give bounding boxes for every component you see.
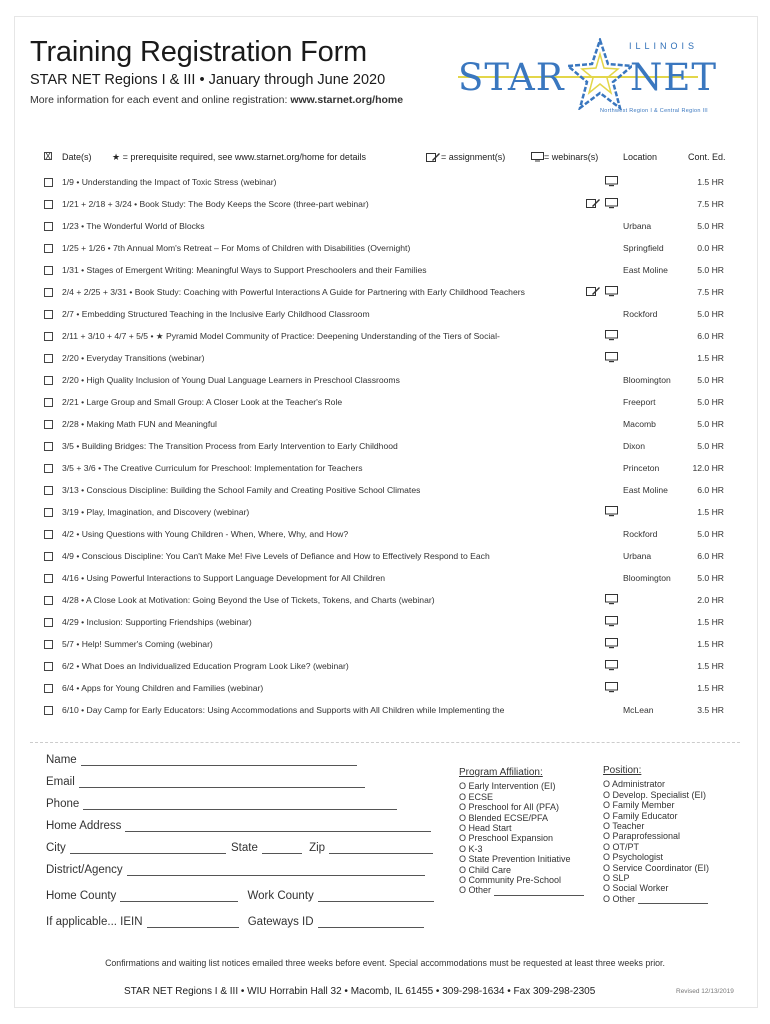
event-hours: 7.5 HR bbox=[697, 199, 724, 209]
header-assignment-label: = assignment(s) bbox=[441, 152, 506, 162]
event-hours: 0.0 HR bbox=[697, 243, 724, 253]
position-option[interactable]: O Develop. Specialist (EI) bbox=[603, 789, 707, 800]
event-description: 4/16 • Using Powerful Interactions to Support Language Development for All Children bbox=[62, 573, 386, 583]
header-prereq-note: ★ = prerequisite required, see www.starnet.org/home for details bbox=[112, 152, 366, 162]
event-description: 1/25 + 1/26 • 7th Annual Mom's Retreat – For Moms of Children with Disabilities (Overnight) bbox=[62, 243, 411, 253]
home-county-label: Home County bbox=[46, 890, 117, 902]
confirmation-note: Confirmations and waiting list notices emailed three weeks before event. Special accommodations must be requested at least three weeks prior. bbox=[105, 958, 665, 968]
event-row bbox=[0, 525, 770, 547]
event-hours: 6.0 HR bbox=[697, 331, 724, 341]
event-description: 1/23 • The Wonderful World of Blocks bbox=[62, 221, 205, 231]
event-description: 4/28 • A Close Look at Motivation: Going Beyond the Use of Tickets, Tokens, and Charts (webinar) bbox=[62, 595, 435, 605]
event-hours: 5.0 HR bbox=[697, 397, 724, 407]
name-label: Name bbox=[46, 754, 77, 766]
event-row bbox=[0, 261, 770, 283]
email-input-line[interactable] bbox=[79, 776, 365, 788]
work-county-label: Work County bbox=[247, 890, 314, 902]
event-hours: 5.0 HR bbox=[697, 221, 724, 231]
program-affiliation-group bbox=[459, 768, 584, 896]
phone-field[interactable] bbox=[46, 798, 397, 810]
header-checkbox: X bbox=[45, 152, 51, 161]
event-checkbox[interactable] bbox=[44, 552, 53, 561]
event-hours: 5.0 HR bbox=[697, 573, 724, 583]
zip-input-line[interactable] bbox=[329, 842, 433, 854]
program-affiliation-other-label[interactable]: O Other bbox=[459, 885, 492, 896]
program-affiliation-other[interactable] bbox=[459, 885, 584, 895]
event-location: Bloomington bbox=[623, 573, 671, 583]
program-affiliation-option[interactable]: O Early Intervention (EI) bbox=[459, 781, 556, 792]
event-row bbox=[0, 569, 770, 591]
event-location: Dixon bbox=[623, 441, 645, 451]
event-description: 3/5 + 3/6 • The Creative Curriculum for Preschool: Implementation for Teachers bbox=[62, 463, 363, 473]
event-checkbox[interactable] bbox=[44, 222, 53, 231]
event-row bbox=[0, 635, 770, 657]
event-description: 4/2 • Using Questions with Young Children - When, Where, Why, and How? bbox=[62, 529, 349, 539]
event-description: 5/7 • Help! Summer's Coming (webinar) bbox=[62, 639, 213, 649]
event-description: 3/5 • Building Bridges: The Transition Process from Early Intervention to Early Childhood bbox=[62, 441, 398, 451]
header-location: Location bbox=[623, 152, 658, 162]
event-row bbox=[0, 657, 770, 679]
events-table-header bbox=[0, 152, 770, 166]
event-location: Urbana bbox=[623, 221, 652, 231]
webinar-icon bbox=[605, 660, 618, 673]
ids-field[interactable] bbox=[46, 916, 424, 928]
webinar-icon bbox=[605, 286, 618, 299]
event-hours: 5.0 HR bbox=[697, 529, 724, 539]
position-other-label[interactable]: O Other bbox=[603, 893, 636, 904]
event-description: 2/20 • High Quality Inclusion of Young Dual Language Learners in Preschool Classrooms bbox=[62, 375, 400, 385]
position-option[interactable]: O Psychologist bbox=[603, 852, 664, 863]
event-location: Bloomington bbox=[623, 375, 671, 385]
name-input-line[interactable] bbox=[81, 754, 357, 766]
district-label: District/Agency bbox=[46, 864, 123, 876]
program-affiliation-heading: Program Affiliation: bbox=[459, 767, 543, 778]
event-row bbox=[0, 393, 770, 415]
event-hours: 1.5 HR bbox=[697, 353, 724, 363]
program-affiliation-option[interactable]: O K-3 bbox=[459, 843, 483, 854]
event-hours: 1.5 HR bbox=[697, 639, 724, 649]
event-description: 1/9 • Understanding the Impact of Toxic Stress (webinar) bbox=[62, 177, 277, 187]
district-field[interactable] bbox=[46, 864, 425, 876]
event-checkbox[interactable] bbox=[44, 266, 53, 275]
event-row bbox=[0, 591, 770, 613]
event-checkbox[interactable] bbox=[44, 508, 53, 517]
phone-label: Phone bbox=[46, 798, 80, 810]
iein-label: If applicable... IEIN bbox=[46, 916, 143, 928]
program-affiliation-option[interactable]: O State Prevention Initiative bbox=[459, 854, 571, 865]
event-description: 2/20 • Everyday Transitions (webinar) bbox=[62, 353, 205, 363]
position-option[interactable]: O Family Educator bbox=[603, 810, 678, 821]
city-label: City bbox=[46, 842, 66, 854]
event-row bbox=[0, 239, 770, 261]
position-option[interactable]: O Social Worker bbox=[603, 883, 669, 894]
program-affiliation-option[interactable]: O Blended ECSE/PFA bbox=[459, 812, 549, 823]
district-input-line[interactable] bbox=[127, 864, 425, 876]
event-description: 2/11 + 3/10 + 4/7 + 5/5 • ★ Pyramid Model Community of Practice: Deepening Understanding of the Tiers of Social- bbox=[62, 331, 500, 341]
event-row bbox=[0, 283, 770, 305]
state-input-line[interactable] bbox=[262, 842, 302, 854]
event-checkbox[interactable] bbox=[44, 442, 53, 451]
position-option[interactable]: O Service Coordinator (EI) bbox=[603, 862, 710, 873]
event-row bbox=[0, 547, 770, 569]
event-description: 4/29 • Inclusion: Supporting Friendships (webinar) bbox=[62, 617, 252, 627]
home-address-field[interactable] bbox=[46, 820, 431, 832]
event-row bbox=[0, 305, 770, 327]
home-county-input-line[interactable] bbox=[120, 890, 238, 902]
event-row bbox=[0, 679, 770, 701]
event-row bbox=[0, 327, 770, 349]
event-checkbox[interactable] bbox=[44, 618, 53, 627]
logo-star-text: STAR bbox=[458, 56, 565, 99]
event-hours: 1.5 HR bbox=[697, 617, 724, 627]
event-row bbox=[0, 195, 770, 217]
city-input-line[interactable] bbox=[70, 842, 226, 854]
work-county-input-line[interactable] bbox=[318, 890, 434, 902]
star-icon bbox=[568, 38, 632, 110]
revised-date: Revised 12/13/2019 bbox=[676, 988, 734, 995]
event-description: 2/28 • Making Math FUN and Meaningful bbox=[62, 419, 217, 429]
event-row bbox=[0, 349, 770, 371]
state-label: State bbox=[231, 842, 258, 854]
event-hours: 1.5 HR bbox=[697, 683, 724, 693]
event-location: Rockford bbox=[623, 309, 658, 319]
event-location: Urbana bbox=[623, 551, 652, 561]
page-title: Training Registration Form bbox=[30, 36, 368, 68]
assignment-icon bbox=[426, 152, 441, 162]
event-description: 3/19 • Play, Imagination, and Discovery (webinar) bbox=[62, 507, 250, 517]
event-checkbox[interactable] bbox=[44, 288, 53, 297]
event-hours: 6.0 HR bbox=[697, 551, 724, 561]
event-hours: 3.5 HR bbox=[697, 705, 724, 715]
footer-contact: STAR NET Regions I & III • WIU Horrabin Hall 32 • Macomb, IL 61455 • 309-298-1634 • Fax 309-298-2305 bbox=[124, 986, 596, 997]
event-hours: 2.0 HR bbox=[697, 595, 724, 605]
event-row bbox=[0, 415, 770, 437]
page-subtitle: STAR NET Regions I & III • January through June 2020 bbox=[30, 72, 386, 88]
section-divider bbox=[30, 742, 740, 743]
webinar-icon bbox=[605, 594, 618, 607]
position-option[interactable]: O Family Member bbox=[603, 800, 675, 811]
more-info-prefix: More information for each event and online registration: bbox=[30, 94, 291, 106]
event-location: East Moline bbox=[623, 265, 668, 275]
event-hours: 1.5 HR bbox=[697, 661, 724, 671]
header-dates: Date(s) bbox=[62, 152, 92, 162]
webinar-icon bbox=[605, 638, 618, 651]
event-location: East Moline bbox=[623, 485, 668, 495]
program-affiliation-option[interactable]: O Head Start bbox=[459, 823, 512, 834]
event-description: 6/4 • Apps for Young Children and Families (webinar) bbox=[62, 683, 264, 693]
header-webinar bbox=[531, 152, 599, 163]
event-hours: 5.0 HR bbox=[697, 309, 724, 319]
event-checkbox[interactable] bbox=[44, 420, 53, 429]
event-description: 2/21 • Large Group and Small Group: A Closer Look at the Teacher's Role bbox=[62, 397, 343, 407]
position-option[interactable]: O OT/PT bbox=[603, 841, 639, 852]
event-hours: 5.0 HR bbox=[697, 265, 724, 275]
event-location: Freeport bbox=[623, 397, 656, 407]
event-row bbox=[0, 217, 770, 239]
webinar-icon bbox=[605, 352, 618, 365]
gateways-input-line[interactable] bbox=[318, 916, 424, 928]
header-webinar-label: = webinars(s) bbox=[544, 152, 599, 162]
position-heading: Position: bbox=[603, 765, 642, 776]
event-row bbox=[0, 371, 770, 393]
header-cont-ed: Cont. Ed. bbox=[688, 152, 726, 162]
webinar-icon bbox=[605, 176, 618, 189]
iein-input-line[interactable] bbox=[147, 916, 239, 928]
event-description: 1/31 • Stages of Emergent Writing: Meaningful Ways to Support Preschoolers and their Families bbox=[62, 265, 427, 275]
event-location: Rockford bbox=[623, 529, 658, 539]
event-location: Princeton bbox=[623, 463, 660, 473]
zip-label: Zip bbox=[309, 842, 326, 854]
program-affiliation-option[interactable]: O Preschool for All (PFA) bbox=[459, 802, 560, 813]
webinar-icon bbox=[605, 198, 618, 211]
program-affiliation-other-line[interactable] bbox=[494, 887, 584, 896]
webinar-icon bbox=[531, 152, 544, 162]
event-location: McLean bbox=[623, 705, 654, 715]
more-info-line bbox=[30, 94, 403, 106]
logo-net-text: NET bbox=[630, 56, 718, 99]
event-description: 2/7 • Embedding Structured Teaching in the Inclusive Early Childhood Classroom bbox=[62, 309, 370, 319]
event-description: 3/13 • Conscious Discipline: Building the School Family and Creating Positive School Climates bbox=[62, 485, 421, 495]
event-checkbox[interactable] bbox=[44, 398, 53, 407]
event-description: 1/21 + 2/18 + 3/24 • Book Study: The Body Keeps the Score (three-part webinar) bbox=[62, 199, 369, 209]
position-option[interactable]: O Paraprofessional bbox=[603, 831, 681, 842]
home-address-input-line[interactable] bbox=[125, 820, 431, 832]
position-other-line[interactable] bbox=[638, 895, 708, 904]
event-row bbox=[0, 437, 770, 459]
home-address-label: Home Address bbox=[46, 820, 122, 832]
event-row bbox=[0, 701, 770, 723]
event-hours: 12.0 HR bbox=[692, 463, 724, 473]
position-option[interactable]: O Teacher bbox=[603, 821, 645, 832]
event-hours: 6.0 HR bbox=[697, 485, 724, 495]
event-checkbox[interactable] bbox=[44, 244, 53, 253]
email-field[interactable] bbox=[46, 776, 365, 788]
event-row bbox=[0, 613, 770, 635]
event-checkbox[interactable] bbox=[44, 310, 53, 319]
event-row bbox=[0, 459, 770, 481]
event-hours: 5.0 HR bbox=[697, 419, 724, 429]
program-affiliation-option[interactable]: O Child Care bbox=[459, 864, 512, 875]
phone-input-line[interactable] bbox=[83, 798, 397, 810]
city-state-zip-field[interactable] bbox=[46, 842, 433, 854]
event-checkbox[interactable] bbox=[44, 530, 53, 539]
event-hours: 1.5 HR bbox=[697, 177, 724, 187]
program-affiliation-option[interactable]: O ECSE bbox=[459, 791, 494, 802]
event-description: 4/9 • Conscious Discipline: You Can't Make Me! Five Levels of Defiance and How to Effectively Respond to Each bbox=[62, 551, 490, 561]
event-checkbox[interactable] bbox=[44, 684, 53, 693]
event-hours: 7.5 HR bbox=[697, 287, 724, 297]
position-option[interactable]: O Administrator bbox=[603, 779, 666, 790]
county-field[interactable] bbox=[46, 890, 434, 902]
starnet-logo bbox=[448, 24, 728, 120]
event-checkbox[interactable] bbox=[44, 332, 53, 341]
webinar-icon bbox=[605, 616, 618, 629]
event-row bbox=[0, 173, 770, 195]
event-checkbox[interactable] bbox=[44, 486, 53, 495]
event-description: 6/2 • What Does an Individualized Education Program Look Like? (webinar) bbox=[62, 661, 349, 671]
event-row bbox=[0, 481, 770, 503]
event-location: Macomb bbox=[623, 419, 656, 429]
webinar-icon bbox=[605, 682, 618, 695]
gateways-label: Gateways ID bbox=[247, 916, 314, 928]
webinar-icon bbox=[605, 506, 618, 519]
event-description: 6/10 • Day Camp for Early Educators: Using Accommodations and Supports with All Children while Implementing the bbox=[62, 705, 505, 715]
program-affiliation-option[interactable]: O Preschool Expansion bbox=[459, 833, 554, 844]
event-description: 2/4 + 2/25 + 3/31 • Book Study: Coaching with Powerful Interactions A Guide for Partnering with Early Childhood Teachers bbox=[62, 287, 525, 297]
event-checkbox[interactable] bbox=[44, 354, 53, 363]
logo-region-text: Northwest Region I & Central Region III bbox=[600, 108, 708, 114]
assignment-icon bbox=[586, 286, 601, 298]
more-info-link[interactable]: www.starnet.org/home bbox=[290, 94, 404, 106]
event-checkbox[interactable] bbox=[44, 574, 53, 583]
event-hours: 5.0 HR bbox=[697, 375, 724, 385]
event-checkbox[interactable] bbox=[44, 640, 53, 649]
event-checkbox[interactable] bbox=[44, 596, 53, 605]
event-checkbox[interactable] bbox=[44, 376, 53, 385]
position-other[interactable] bbox=[603, 894, 709, 904]
event-hours: 5.0 HR bbox=[697, 441, 724, 451]
name-field[interactable] bbox=[46, 754, 357, 766]
header-assignment bbox=[426, 152, 506, 163]
assignment-icon bbox=[586, 198, 601, 210]
email-label: Email bbox=[46, 776, 75, 788]
position-group bbox=[603, 766, 709, 904]
logo-illinois-text: ILLINOIS bbox=[628, 41, 698, 51]
event-checkbox[interactable] bbox=[44, 662, 53, 671]
event-checkbox[interactable] bbox=[44, 200, 53, 209]
event-checkbox[interactable] bbox=[44, 178, 53, 187]
event-checkbox[interactable] bbox=[44, 464, 53, 473]
event-checkbox[interactable] bbox=[44, 706, 53, 715]
event-row bbox=[0, 503, 770, 525]
webinar-icon bbox=[605, 330, 618, 343]
position-option[interactable]: O SLP bbox=[603, 873, 630, 884]
event-hours: 1.5 HR bbox=[697, 507, 724, 517]
program-affiliation-option[interactable]: O Community Pre-School bbox=[459, 875, 562, 886]
event-location: Springfield bbox=[623, 243, 664, 253]
